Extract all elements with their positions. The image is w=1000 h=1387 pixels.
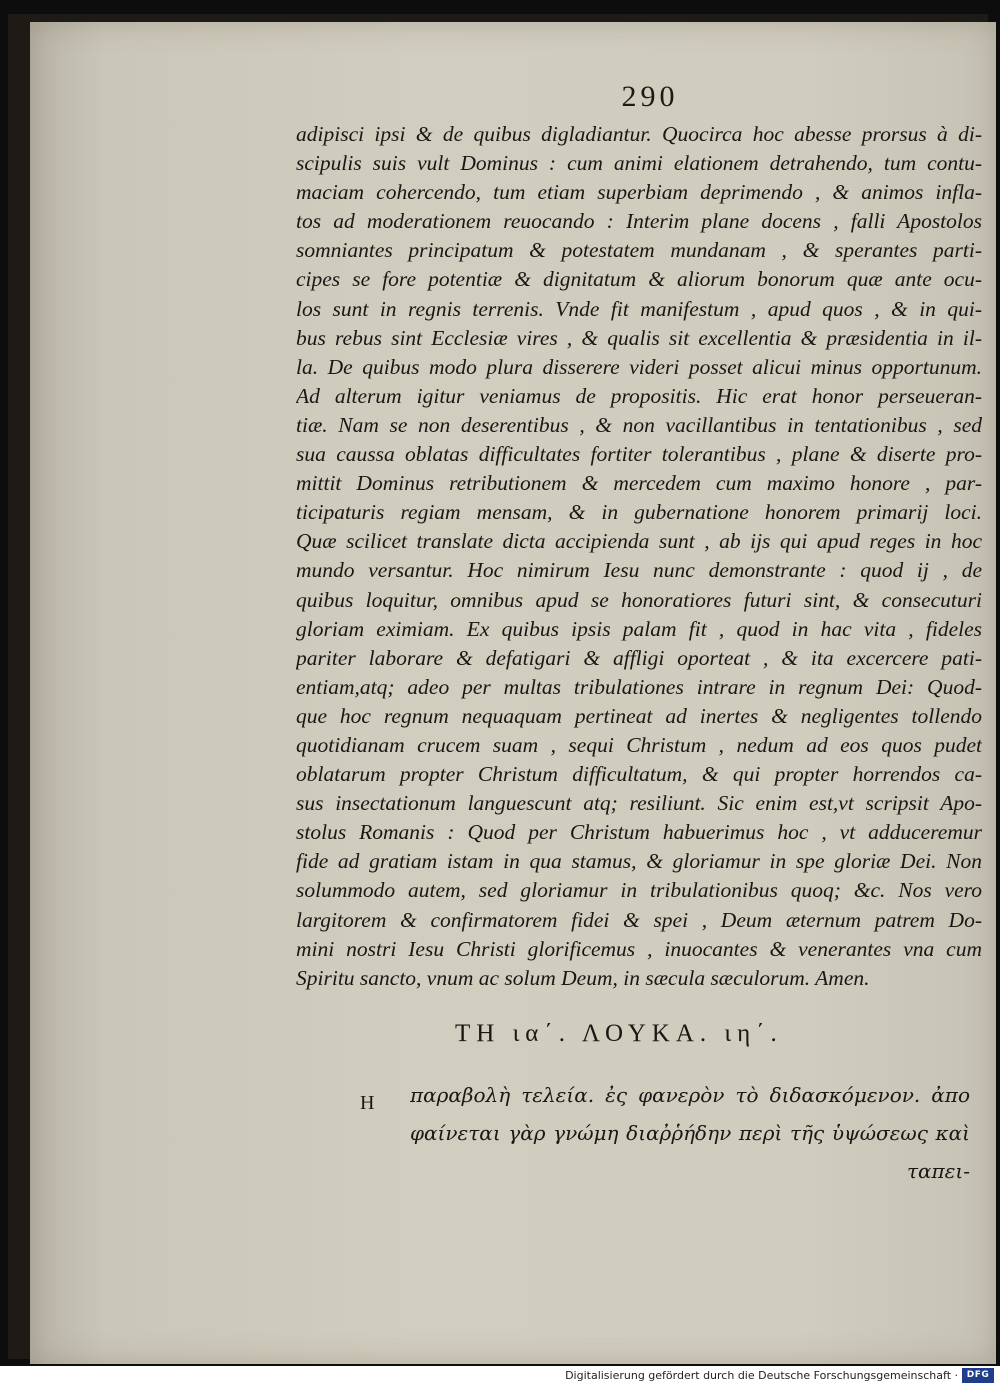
text-line: somniantes principatum & potestatem mundanam , & sperantes parti- — [296, 238, 982, 263]
text-line: cipes se fore potentiæ & dignitatum & aliorum bonorum quæ ante ocu- — [296, 267, 982, 292]
book-edge — [8, 14, 988, 1359]
footer-bar — [0, 1366, 1000, 1387]
text-line: adipisci ipsi & de quibus digladiantur. Quocirca hoc abesse prorsus à di- — [296, 122, 982, 146]
text-line: los sunt in regnis terrenis. Vnde fit manifestum , apud quos , & in qui- — [296, 296, 982, 321]
text-line: scipulis suis vult Dominus : cum animi elationem detrahendo, tum contu- — [296, 151, 982, 176]
text-line: maciam cohercendo, tum etiam superbiam deprimendo , & animos infla- — [296, 180, 982, 205]
text-line: largitorem & confirmatorem fidei & spei , Deum æternum patrem Do- — [296, 907, 982, 932]
text-line: mittit Dominus retributionem & mercedem cum maximo honore , par- — [296, 471, 982, 496]
greek-text-line: ταπει- — [906, 1159, 970, 1183]
text-line: gloriam eximiam. Ex quibus ipsis palam fit , quod in hac vita , fideles — [296, 616, 982, 641]
section-heading: ΤΗ ια΄. ΛΟΥΚΑ. ιη΄. — [455, 1020, 783, 1047]
text-line: tos ad moderationem reuocando : Interim plane docens , falli Apostolos — [296, 209, 982, 234]
text-line: entiam,atq; adeo per multas tribulationes intrare in regnum Dei: Quod- — [296, 674, 982, 699]
greek-text-line: φαίνεται γὰρ γνώμη διαῤῥήδην περὶ τῆς ὑψώσεως καὶ — [410, 1121, 970, 1145]
greek-text-line: παραβολὴ τελεία. ἐς φανερὸν τὸ διδασκόμενον. ἀπο — [410, 1083, 970, 1107]
body-text — [296, 120, 982, 993]
text-line: mundo versantur. Hoc nimirum Iesu nunc demonstrante : quod ij , de — [296, 558, 982, 583]
footer-credit-text: Digitalisierung gefördert durch die Deutsche Forschungsgemeinschaft · — [565, 1369, 958, 1382]
text-line: pariter laborare & defatigari & affligi oporteat , & ita excercere pati- — [296, 645, 982, 670]
text-line: mini nostri Iesu Christi glorificemus , inuocantes & venerantes vna cum — [296, 936, 982, 961]
dfg-logo: DFG — [962, 1368, 994, 1383]
text-line: quibus loquitur, omnibus apud se honoratiores futuri sint, & consecuturi — [296, 587, 982, 612]
text-line: la. De quibus modo plura disserere videri posset alicui minus opportunum. — [296, 354, 982, 379]
text-line: fide ad gratiam istam in qua stamus, & gloriamur in spe gloriæ Dei. Non — [296, 849, 982, 874]
text-line: oblatarum propter Christum difficultatum, & qui propter horrendos ca- — [296, 762, 982, 787]
text-line: sua caussa oblatas difficultates fortiter tolerantibus , plane & diserte pro- — [296, 442, 982, 467]
text-line: ticipaturis regiam mensam, & in gubernatione honorem primarij loci. — [296, 500, 982, 525]
text-line: que hoc regnum nequaquam pertineat ad inertes & negligentes tollendo — [296, 703, 982, 728]
greek-text — [410, 1076, 970, 1190]
text-line: Ad alterum igitur veniamus de propositis. Hic erat honor perseueran- — [296, 383, 982, 408]
text-line: stolus Romanis : Quod per Christum habuerimus hoc , vt adduceremur — [296, 820, 982, 845]
book-page — [30, 22, 996, 1364]
text-line: quotidianam crucem suam , sequi Christum , nedum ad eos quos pudet — [296, 732, 982, 757]
marginal-letter: H — [360, 1092, 375, 1114]
text-line: Quæ scilicet translate dicta accipienda sunt , ab ijs qui apud reges in hoc — [296, 529, 982, 554]
text-line: solummodo autem, sed gloriamur in tribulationibus quoq; &c. Nos vero — [296, 878, 982, 903]
text-line: Spiritu sancto, vnum ac solum Deum, in sæcula sæculorum. Amen. — [296, 965, 870, 990]
text-line: sus insectationum languescunt atq; resiliunt. Sic enim est,vt scripsit Apo- — [296, 791, 982, 816]
text-line: tiæ. Nam se non deserentibus , & non vacillantibus in tentationibus , sed — [296, 412, 982, 437]
text-line: bus rebus sint Ecclesiæ vires , & qualis sit excellentia & præsidentia in il- — [296, 325, 982, 350]
page-number: 290 — [621, 80, 679, 113]
